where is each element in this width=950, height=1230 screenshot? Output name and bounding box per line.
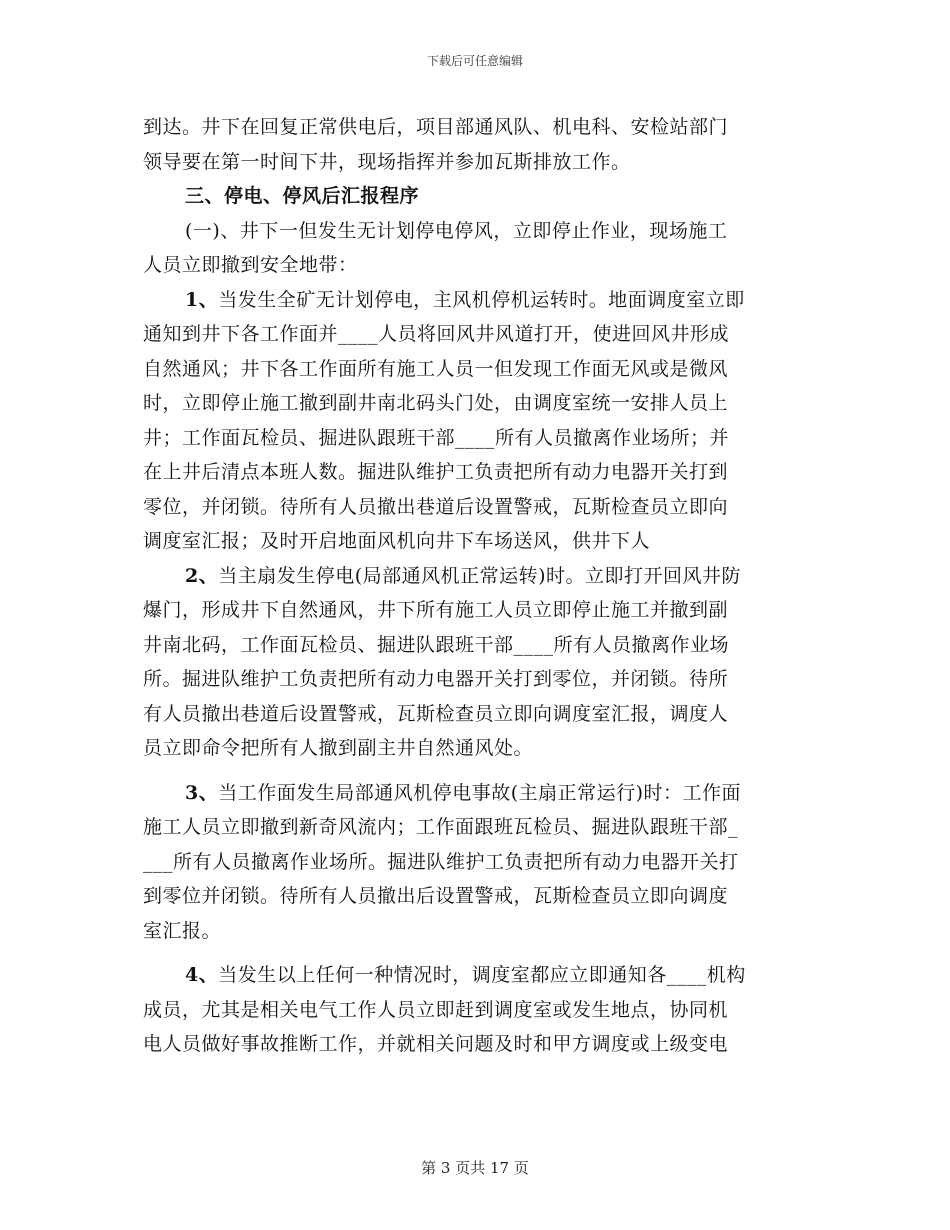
paragraph-line: 通知到井下各工作面并____人员将回风井风道打开，使进回风井形成 (143, 323, 730, 345)
paragraph-line: ___所有人员撤离作业场所。掘进队维护工负责把所有动力电器开关打 (143, 850, 739, 873)
paragraph-line: 井南北码，工作面瓦检员、掘进队跟班干部____所有人员撤离作业场 (143, 633, 730, 656)
paragraph-line: 施工人员立即撤到新奇风流内；工作面跟班瓦检员、掘进队跟班干部_ (143, 816, 739, 838)
paragraph-line: 时，立即停止施工撤到副井南北码头门处，由调度室统一安排人员上 (143, 392, 729, 414)
paragraph-line: 成员，尤其是相关电气工作人员立即赶到调度室或发生地点，协同机 (143, 998, 729, 1021)
paragraph-line: 自然通风；井下各工作面所有施工人员一但发现工作面无风或是微风 (143, 357, 729, 380)
list-item-first-line (143, 958, 813, 993)
page-header-note: 下载后可任意编辑 (426, 54, 523, 68)
item-text: 当发生全矿无计划停电，主风机停机运转时。地面调度室立即 (218, 288, 745, 311)
paragraph-line: 电人员做好事故推断工作，并就相关问题及时和甲方调度或上级变电 (143, 1033, 729, 1055)
paragraph-line: 在上井后清点本班人数。掘进队维护工负责把所有动力电器开关打到 (143, 461, 729, 483)
paragraph-line: 人员立即撤到安全地带： (143, 254, 358, 276)
page-number: 第 3 页共 17 页 (421, 1159, 529, 1177)
item-number: 4、 (185, 964, 219, 986)
paragraph-line: 员立即命令把所有人撤到副主井自然通风处。 (143, 737, 534, 759)
paragraph-gap (143, 948, 813, 958)
paragraph-line: 所。掘进队维护工负责把所有动力电器开关打到零位，并闭锁。待所 (143, 668, 729, 690)
paragraph-line: 调度室汇报；及时开启地面风机向井下车场送风，供井下人 (143, 530, 651, 552)
list-item-first-line (143, 283, 813, 318)
paragraph-line: (一)、井下一但发生无计划停电停风，立即停止作业，现场施工 (185, 219, 728, 242)
paragraph-line: 零位，并闭锁。待所有人员撤出巷道后设置警戒，瓦斯检查员立即向 (143, 495, 729, 518)
document-body (143, 110, 813, 1062)
item-text: 当主扇发生停电(局部通风机正常运转)时。立即打开回风井防 (218, 564, 742, 587)
item-text: 当发生以上任何一种情况时，调度室都应立即通知各____机构 (218, 964, 746, 986)
list-item-first-line (143, 776, 813, 811)
paragraph-line: 领导要在第一时间下井，现场指挥并参加瓦斯排放工作。 (143, 150, 631, 173)
paragraph-gap (143, 766, 813, 776)
list-item-first-line (143, 559, 813, 594)
paragraph-line: 室汇报。 (143, 919, 222, 942)
paragraph-line: 爆门，形成井下自然通风，井下所有施工人员立即停止施工并撤到副 (143, 599, 729, 621)
section-heading: 三、停电、停风后汇报程序 (185, 185, 420, 207)
item-number: 1、 (185, 288, 219, 311)
item-number: 3、 (185, 781, 219, 804)
paragraph-line: 到达。井下在回复正常供电后，项目部通风队、机电科、安检站部门 (143, 116, 729, 138)
item-text: 当工作面发生局部通风机停电事故(主扇正常运行)时：工作面 (218, 781, 742, 804)
paragraph-line: 井；工作面瓦检员、掘进队跟班干部____所有人员撤离作业场所；并 (143, 426, 730, 449)
paragraph-line: 有人员撤出巷道后设置警戒，瓦斯检查员立即向调度室汇报，调度人 (143, 702, 729, 725)
paragraph-line: 到零位并闭锁。待所有人员撤出后设置警戒，瓦斯检查员立即向调度 (143, 885, 729, 907)
item-number: 2、 (185, 564, 219, 587)
